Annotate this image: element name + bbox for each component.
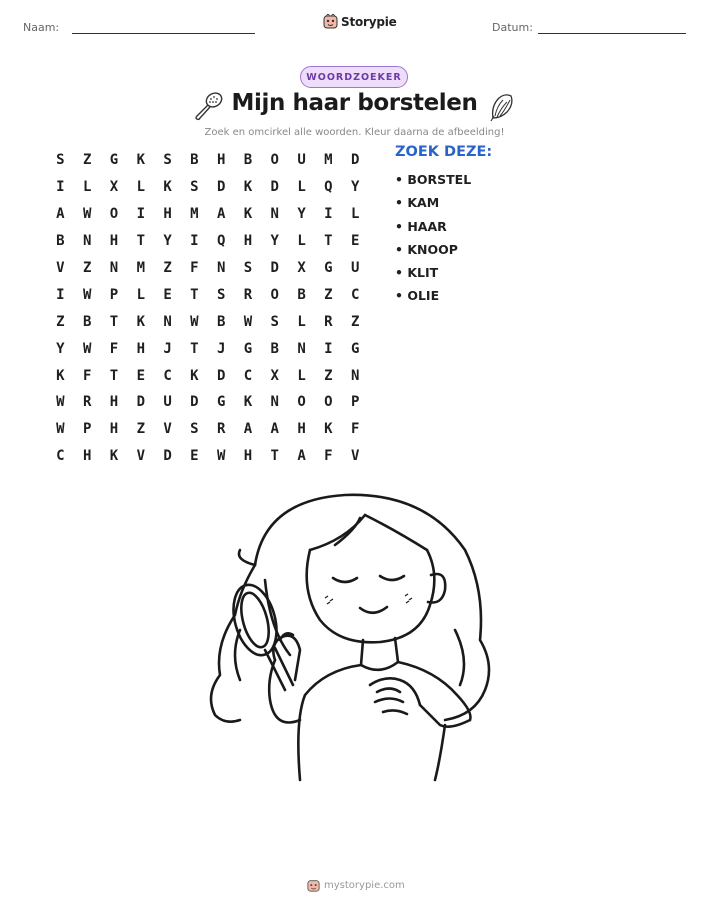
grid-cell[interactable]: F (350, 421, 360, 438)
grid-cell[interactable]: J (163, 340, 172, 357)
grid-cell[interactable]: K (324, 421, 333, 438)
grid-cell[interactable]: L (136, 179, 145, 196)
grid-cell[interactable]: K (136, 152, 145, 169)
grid-cell[interactable]: T (190, 286, 199, 303)
grid-cell[interactable]: F (82, 367, 92, 384)
grid-cell[interactable]: N (163, 313, 172, 330)
word-list-item: • KLIT (395, 265, 439, 281)
grid-cell[interactable]: D (163, 448, 172, 465)
grid-cell[interactable]: O (109, 206, 119, 223)
grid-cell[interactable]: O (324, 394, 333, 411)
grid-cell[interactable]: D (190, 394, 199, 411)
word-list-item: • OLIE (395, 288, 440, 304)
grid-cell[interactable]: D (270, 179, 279, 196)
grid-cell[interactable]: W (216, 448, 226, 465)
grid-cell[interactable]: E (136, 367, 145, 384)
grid-cell[interactable]: H (163, 206, 172, 223)
grid-cell[interactable]: Z (163, 260, 172, 276)
date-label: Datum: (492, 21, 533, 34)
footer (307, 879, 405, 892)
grid-cell[interactable]: W (56, 421, 65, 438)
grid-cell[interactable]: K (243, 394, 253, 411)
grid-cell[interactable]: L (297, 313, 306, 330)
grid-cell[interactable]: E (350, 233, 360, 250)
grid-cell[interactable]: L (136, 286, 145, 303)
grid-cell[interactable]: G (243, 340, 253, 357)
grid-cell[interactable]: T (109, 313, 119, 330)
grid-cell[interactable]: N (216, 260, 226, 276)
grid-cell[interactable]: L (350, 206, 360, 223)
grid-cell[interactable]: T (190, 340, 199, 357)
name-label: Naam: (23, 21, 60, 34)
grid-cell[interactable]: K (190, 367, 199, 384)
grid-cell[interactable]: X (109, 179, 119, 196)
grid-cell[interactable]: K (243, 206, 253, 223)
grid-cell[interactable]: K (243, 179, 253, 196)
grid-cell[interactable]: L (297, 233, 306, 250)
grid-cell[interactable]: R (324, 313, 333, 330)
grid-cell[interactable]: T (136, 233, 145, 250)
grid-cell[interactable]: M (190, 206, 199, 223)
grid-cell[interactable]: V (136, 448, 145, 465)
footer-url[interactable]: mystorypie.com (324, 880, 405, 891)
grid-cell[interactable]: B (297, 286, 306, 303)
date-line[interactable] (538, 33, 686, 34)
grid-cell[interactable]: W (82, 340, 92, 357)
grid-cell[interactable]: W (190, 313, 199, 330)
grid-cell[interactable]: R (82, 394, 92, 411)
hair-lock-icon (489, 92, 515, 122)
grid-cell[interactable]: B (243, 152, 253, 169)
grid-row (47, 362, 369, 389)
grid-cell[interactable]: V (163, 421, 172, 438)
grid-cell[interactable]: T (270, 448, 279, 465)
storypie-logo-icon (307, 879, 320, 892)
grid-cell[interactable]: A (216, 206, 226, 223)
name-line[interactable] (72, 33, 255, 34)
grid-cell[interactable]: Z (350, 313, 360, 330)
grid-cell[interactable]: Z (56, 313, 65, 330)
grid-cell[interactable]: H (109, 421, 119, 438)
grid-cell[interactable]: E (163, 286, 172, 303)
brand-logo (323, 14, 397, 29)
word-list-item: • BORSTEL (395, 172, 472, 187)
grid-row (47, 308, 369, 335)
grid-cell[interactable]: D (216, 179, 226, 196)
grid-cell[interactable]: G (109, 152, 119, 169)
grid-cell[interactable]: H (243, 233, 253, 250)
grid-cell[interactable]: E (190, 448, 199, 465)
grid-cell[interactable]: U (297, 152, 306, 169)
grid-cell[interactable]: N (82, 233, 92, 250)
grid-cell[interactable]: W (243, 313, 253, 330)
grid-cell[interactable]: D (136, 394, 145, 411)
grid-cell[interactable]: X (270, 367, 279, 384)
page-title: Mijn haar borstelen (231, 90, 478, 116)
category-badge: WOORDZOEKER (300, 66, 408, 88)
grid-cell[interactable]: H (216, 152, 226, 169)
grid-cell[interactable]: Q (216, 233, 226, 250)
grid-cell[interactable]: H (109, 233, 119, 250)
grid-cell[interactable]: K (136, 313, 145, 330)
grid-cell[interactable]: B (190, 152, 199, 169)
grid-row (47, 416, 369, 443)
grid-cell[interactable]: M (136, 260, 145, 276)
grid-cell[interactable]: O (270, 286, 279, 303)
grid-cell[interactable]: W (82, 206, 92, 223)
grid-cell[interactable]: S (243, 260, 253, 276)
grid-cell[interactable]: P (350, 394, 360, 411)
grid-row (47, 147, 369, 174)
grid-cell[interactable]: P (82, 421, 92, 438)
grid-cell[interactable]: Z (82, 152, 92, 169)
grid-cell[interactable]: Q (324, 179, 333, 196)
grid-cell[interactable]: G (324, 260, 333, 276)
grid-cell[interactable]: I (56, 179, 65, 196)
grid-cell[interactable]: B (82, 313, 92, 330)
word-list (395, 172, 471, 312)
word-list-item: • KAM (395, 195, 440, 211)
grid-cell[interactable]: X (297, 260, 306, 276)
grid-cell[interactable]: H (82, 448, 92, 465)
grid-cell[interactable]: I (324, 340, 333, 357)
grid-cell[interactable]: N (109, 260, 119, 276)
grid-cell[interactable]: K (163, 179, 172, 196)
grid-cell[interactable]: O (297, 394, 306, 411)
letter-grid[interactable] (47, 147, 369, 470)
grid-row (47, 174, 369, 201)
brand-name: Storypie (341, 14, 397, 29)
grid-cell[interactable]: Z (324, 367, 333, 384)
grid-cell[interactable]: S (190, 179, 199, 196)
grid-cell[interactable]: R (243, 286, 253, 303)
word-list-title: ZOEK DEZE: (395, 144, 493, 160)
grid-cell[interactable]: U (163, 394, 172, 411)
grid-cell[interactable]: D (216, 367, 226, 384)
grid-cell[interactable]: A (56, 206, 65, 223)
grid-cell[interactable]: D (270, 260, 279, 276)
grid-cell[interactable]: Y (297, 206, 306, 223)
grid-cell[interactable]: Y (350, 179, 360, 196)
grid-cell[interactable]: Y (270, 233, 279, 250)
grid-row (47, 443, 369, 470)
grid-cell[interactable]: N (270, 394, 279, 411)
grid-cell[interactable]: C (350, 286, 360, 303)
grid-cell[interactable]: A (270, 421, 279, 438)
grid-cell[interactable]: N (270, 206, 279, 223)
grid-cell[interactable]: C (163, 367, 172, 384)
grid-cell[interactable]: V (56, 260, 65, 276)
grid-cell[interactable]: Y (163, 233, 172, 250)
grid-cell[interactable]: L (82, 179, 92, 196)
grid-row (47, 335, 369, 362)
grid-cell[interactable]: G (350, 340, 360, 357)
grid-cell[interactable]: F (109, 340, 119, 357)
grid-cell[interactable]: Z (82, 260, 92, 276)
grid-cell[interactable]: B (270, 340, 279, 357)
grid-cell[interactable]: S (163, 152, 172, 169)
instructions: Zoek en omcirkel alle woorden. Kleur daarna de afbeelding! (204, 127, 505, 138)
grid-cell[interactable]: H (109, 394, 119, 411)
grid-row (47, 228, 369, 255)
grid-cell[interactable]: I (324, 206, 333, 223)
grid-cell[interactable]: N (350, 367, 360, 384)
grid-cell[interactable]: D (350, 152, 360, 169)
grid-row (47, 201, 369, 228)
grid-cell[interactable]: S (190, 421, 199, 438)
grid-cell[interactable]: I (136, 206, 145, 223)
grid-cell[interactable]: U (350, 260, 360, 276)
grid-cell[interactable]: K (109, 448, 119, 465)
grid-cell[interactable]: T (109, 367, 119, 384)
word-list-item: • HAAR (395, 218, 447, 234)
word-list-item: • KNOOP (395, 241, 458, 257)
grid-cell[interactable]: L (297, 179, 306, 196)
grid-cell[interactable]: V (350, 448, 360, 465)
grid-cell[interactable]: O (270, 152, 279, 169)
grid-row (47, 389, 369, 416)
grid-cell[interactable]: H (136, 340, 145, 357)
grid-cell[interactable]: C (56, 448, 65, 465)
grid-cell[interactable]: S (56, 152, 65, 169)
grid-cell[interactable]: K (56, 367, 65, 384)
grid-cell[interactable]: G (216, 394, 226, 411)
grid-cell[interactable]: Y (56, 340, 65, 357)
grid-cell[interactable]: S (216, 286, 226, 303)
grid-cell[interactable]: W (56, 394, 65, 411)
grid-cell[interactable]: C (243, 367, 253, 384)
grid-cell[interactable]: J (216, 340, 226, 357)
grid-cell[interactable]: P (109, 286, 119, 303)
grid-row (47, 281, 369, 308)
storypie-logo-icon (323, 14, 338, 29)
grid-cell[interactable]: I (190, 233, 199, 250)
grid-cell[interactable]: B (216, 313, 226, 330)
grid-cell[interactable]: A (243, 421, 253, 438)
grid-cell[interactable]: F (190, 260, 199, 276)
grid-cell[interactable]: B (56, 233, 65, 250)
grid-cell[interactable]: T (324, 233, 333, 250)
grid-cell[interactable]: R (216, 421, 226, 438)
grid-cell[interactable]: H (243, 448, 253, 465)
grid-cell[interactable]: I (56, 286, 65, 303)
grid-cell[interactable]: A (297, 448, 306, 465)
grid-cell[interactable]: S (270, 313, 279, 330)
grid-cell[interactable]: L (297, 367, 306, 384)
grid-row (47, 255, 369, 282)
grid-cell[interactable]: H (297, 421, 306, 438)
grid-cell[interactable]: W (82, 286, 92, 303)
girl-brushing-hair-illustration[interactable] (195, 480, 515, 800)
grid-cell[interactable]: Z (324, 286, 333, 303)
grid-cell[interactable]: F (324, 448, 333, 465)
grid-cell[interactable]: Z (136, 421, 145, 438)
grid-cell[interactable]: N (297, 340, 306, 357)
grid-cell[interactable]: M (324, 152, 333, 169)
